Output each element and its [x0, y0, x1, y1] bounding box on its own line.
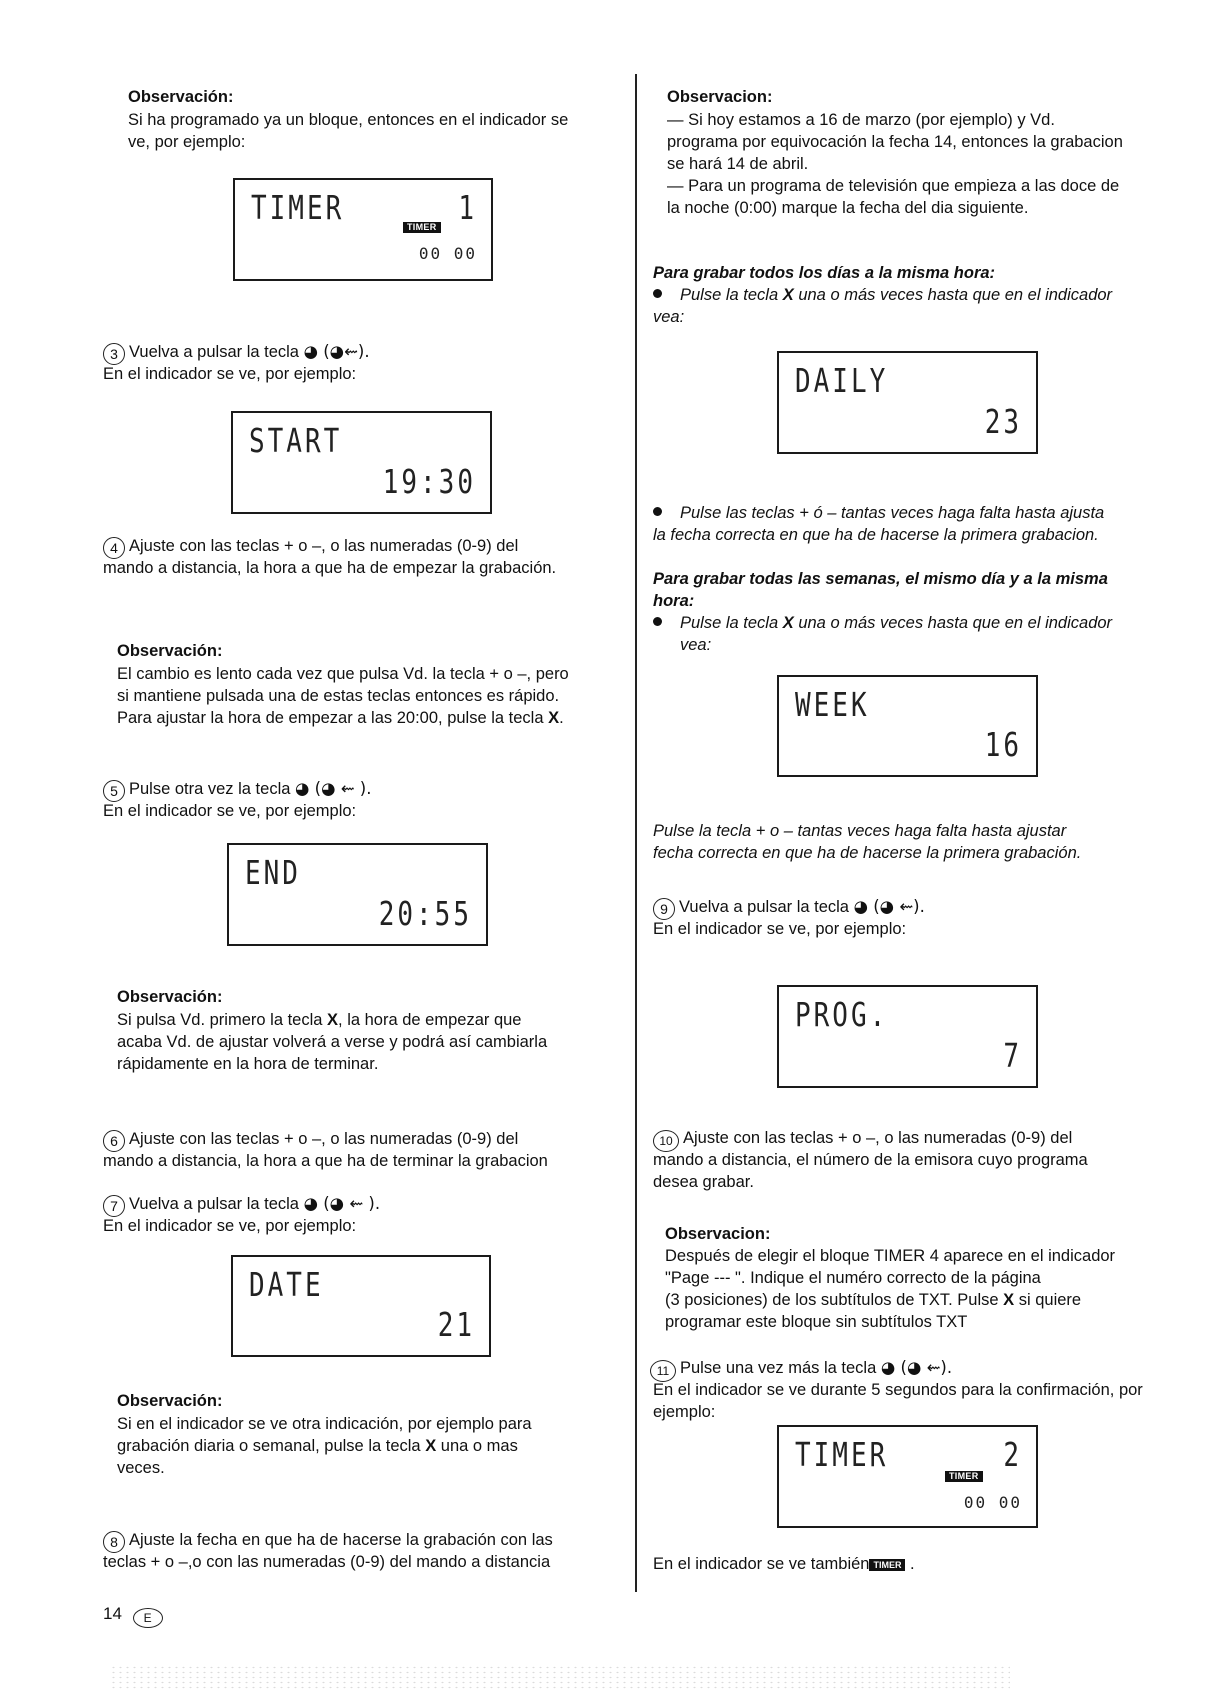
timer-button-icon: ◕ (◕ ⇜).	[853, 897, 925, 916]
lcd-text: END	[245, 855, 301, 893]
step-number: 4	[103, 537, 125, 559]
lcd-digits: 00 00	[418, 244, 477, 263]
step-number: 9	[653, 898, 675, 920]
step-number: 7	[103, 1195, 125, 1217]
observation-title: Observación:	[117, 1392, 223, 1410]
observation-text: El cambio es lento cada vez que pulsa Vd. la tecla + o –, pero	[117, 665, 569, 683]
final-note: En el indicador se ve también TIMER .	[653, 1555, 915, 1573]
step-text: En el indicador se ve durante 5 segundos para la confirmación, por	[653, 1381, 1143, 1399]
observation-text: la noche (0:00) marque la fecha del dia siguiente.	[667, 199, 1029, 217]
observation-text: — Si hoy estamos a 16 de marzo (por ejemplo) y Vd.	[667, 111, 1055, 129]
observation-text: Si en el indicador se ve otra indicación, por ejemplo para	[117, 1415, 532, 1433]
timer-badge: TIMER	[945, 1471, 983, 1482]
lcd-display-daily	[777, 351, 1038, 454]
page-number: 14	[103, 1604, 122, 1623]
observation-text: programar este bloque sin subtítulos TXT	[665, 1313, 968, 1331]
section-heading-weekly: Para grabar todas las semanas, el mismo día y a la misma	[653, 570, 1108, 588]
step-number: 5	[103, 780, 125, 802]
lcd-block-number: 2	[1003, 1437, 1022, 1475]
observation-text: rápidamente en la hora de terminar.	[117, 1055, 379, 1073]
observation-text: Después de elegir el bloque TIMER 4 aparece en el indicador	[665, 1247, 1116, 1265]
lcd-display-start	[231, 411, 492, 514]
step-text: En el indicador se ve, por ejemplo:	[103, 365, 357, 383]
instruction-text: fecha correcta en que ha de hacerse la primera grabación.	[653, 844, 1082, 862]
timer-button-icon: ◕ (◕ ⇜ ).	[295, 779, 372, 798]
step-9: 9 Vuelva a pulsar la tecla ◕ (◕ ⇜).	[653, 896, 925, 920]
step-number: 10	[653, 1130, 679, 1152]
bullet-text: Pulse la tecla X una o más veces hasta que en el indicador	[653, 284, 1112, 306]
lcd-text: START	[249, 423, 343, 461]
language-badge: E	[133, 1608, 163, 1628]
timer-badge: TIMER	[403, 222, 441, 233]
observation-title: Observacion:	[665, 1225, 771, 1243]
lcd-value: 21	[437, 1307, 475, 1345]
step-4: 4 Ajuste con las teclas + o –, o las numeradas (0-9) del	[103, 535, 518, 559]
bullet-text: vea:	[653, 308, 685, 326]
lcd-value: 7	[1003, 1038, 1022, 1076]
step-text: En el indicador se ve, por ejemplo:	[103, 802, 357, 820]
step-text: mando a distancia, la hora a que ha de terminar la grabacion	[103, 1152, 548, 1170]
step-5: 5 Pulse otra vez la tecla ◕ (◕ ⇜ ).	[103, 778, 372, 802]
page-footer	[103, 1604, 163, 1628]
step-3: 3 Vuelva a pulsar la tecla ◕ (◕⇜).	[103, 341, 370, 365]
observation-text: veces.	[117, 1459, 165, 1477]
timer-button-icon: ◕ (◕⇜).	[303, 342, 370, 361]
observation-text: ve, por ejemplo:	[128, 133, 246, 151]
bullet-text: vea:	[680, 636, 712, 654]
timer-badge: TIMER	[869, 1559, 905, 1571]
bullet-text: Pulse la tecla X una o más veces hasta que en el indicador	[653, 612, 1112, 634]
step-text: ejemplo:	[653, 1403, 716, 1421]
lcd-text: TIMER	[251, 190, 345, 228]
lcd-block-number: 1	[458, 190, 477, 228]
lcd-display-timer	[233, 178, 493, 281]
step-number: 3	[103, 343, 125, 365]
observation-text: — Para un programa de televisión que empieza a las doce de	[667, 177, 1120, 195]
observation-title: Observación:	[117, 988, 223, 1006]
observation-text: "Page --- ". Indique el numéro correcto de la página	[665, 1269, 1041, 1287]
step-text: desea grabar.	[653, 1173, 754, 1191]
step-number: 11	[650, 1360, 676, 1382]
observation-text: Para ajustar la hora de empezar a las 20:00, pulse la tecla X.	[117, 709, 564, 727]
lcd-text: TIMER	[795, 1437, 889, 1475]
bullet-icon	[653, 617, 662, 626]
lcd-value: 20:55	[378, 896, 472, 934]
step-text: teclas + o –,o con las numeradas (0-9) del mando a distancia	[103, 1553, 551, 1571]
step-10: 10 Ajuste con las teclas + o –, o las numeradas (0-9) del	[653, 1127, 1072, 1152]
instruction-text: Pulse la tecla + o – tantas veces haga falta hasta ajustar	[653, 822, 1067, 840]
section-heading-weekly: hora:	[653, 592, 695, 610]
bullet-text: Pulse las teclas + ó – tantas veces haga falta hasta ajusta	[653, 502, 1104, 524]
timer-button-icon: ◕ (◕ ⇜ ).	[303, 1194, 381, 1213]
column-divider	[635, 74, 637, 1592]
lcd-value: 16	[984, 727, 1022, 765]
timer-button-icon: ◕ (◕ ⇜).	[880, 1358, 953, 1377]
lcd-value: 23	[984, 404, 1022, 442]
scan-noise	[110, 1665, 1010, 1689]
step-number: 6	[103, 1130, 125, 1152]
lcd-text: DATE	[249, 1267, 324, 1305]
lcd-digits: 00 00	[963, 1493, 1022, 1512]
observation-title: Observacion:	[667, 88, 773, 106]
step-7: 7 Vuelva a pulsar la tecla ◕ (◕ ⇜ ).	[103, 1193, 380, 1217]
bullet-text: la fecha correcta en que ha de hacerse la primera grabacion.	[653, 526, 1099, 544]
bullet-icon	[653, 289, 662, 298]
observation-text: si mantiene pulsada una de estas teclas entonces es rápido.	[117, 687, 560, 705]
observation-text: Si pulsa Vd. primero la tecla X, la hora de empezar que	[117, 1011, 522, 1029]
observation-text: (3 posiciones) de los subtítulos de TXT. Pulse X si quiere	[665, 1291, 1082, 1309]
step-6: 6 Ajuste con las teclas + o –, o las numeradas (0-9) del	[103, 1128, 518, 1152]
step-8: 8 Ajuste la fecha en que ha de hacerse la grabación con las	[103, 1529, 553, 1553]
step-number: 8	[103, 1531, 125, 1553]
lcd-text: DAILY	[795, 363, 889, 401]
lcd-display-prog	[777, 985, 1038, 1088]
observation-text: grabación diaria o semanal, pulse la tecla X una o mas	[117, 1437, 518, 1455]
section-heading-daily: Para grabar todos los días a la misma hora:	[653, 264, 996, 282]
observation-text: se hará 14 de abril.	[667, 155, 809, 173]
lcd-display-timer-confirm	[777, 1425, 1038, 1528]
observation-title: Observación:	[128, 88, 234, 106]
lcd-display-end	[227, 843, 488, 946]
step-text: En el indicador se ve, por ejemplo:	[103, 1217, 357, 1235]
observation-title: Observación:	[117, 642, 223, 660]
step-text: En el indicador se ve, por ejemplo:	[653, 920, 907, 938]
lcd-text: PROG.	[795, 997, 889, 1035]
lcd-display-week	[777, 675, 1038, 777]
bullet-icon	[653, 507, 662, 516]
observation-text: programa por equivocación la fecha 14, entonces la grabacion	[667, 133, 1123, 151]
lcd-value: 19:30	[382, 464, 476, 502]
step-text: mando a distancia, el número de la emisora cuyo programa	[653, 1151, 1088, 1169]
observation-text: acaba Vd. de ajustar volverá a verse y podrá así cambiarla	[117, 1033, 548, 1051]
step-text: mando a distancia, la hora a que ha de empezar la grabación.	[103, 559, 557, 577]
observation-text: Si ha programado ya un bloque, entonces en el indicador se	[128, 111, 569, 129]
step-11: 11 Pulse una vez más la tecla ◕ (◕ ⇜).	[650, 1357, 952, 1382]
lcd-text: WEEK	[795, 687, 870, 725]
lcd-display-date	[231, 1255, 491, 1357]
